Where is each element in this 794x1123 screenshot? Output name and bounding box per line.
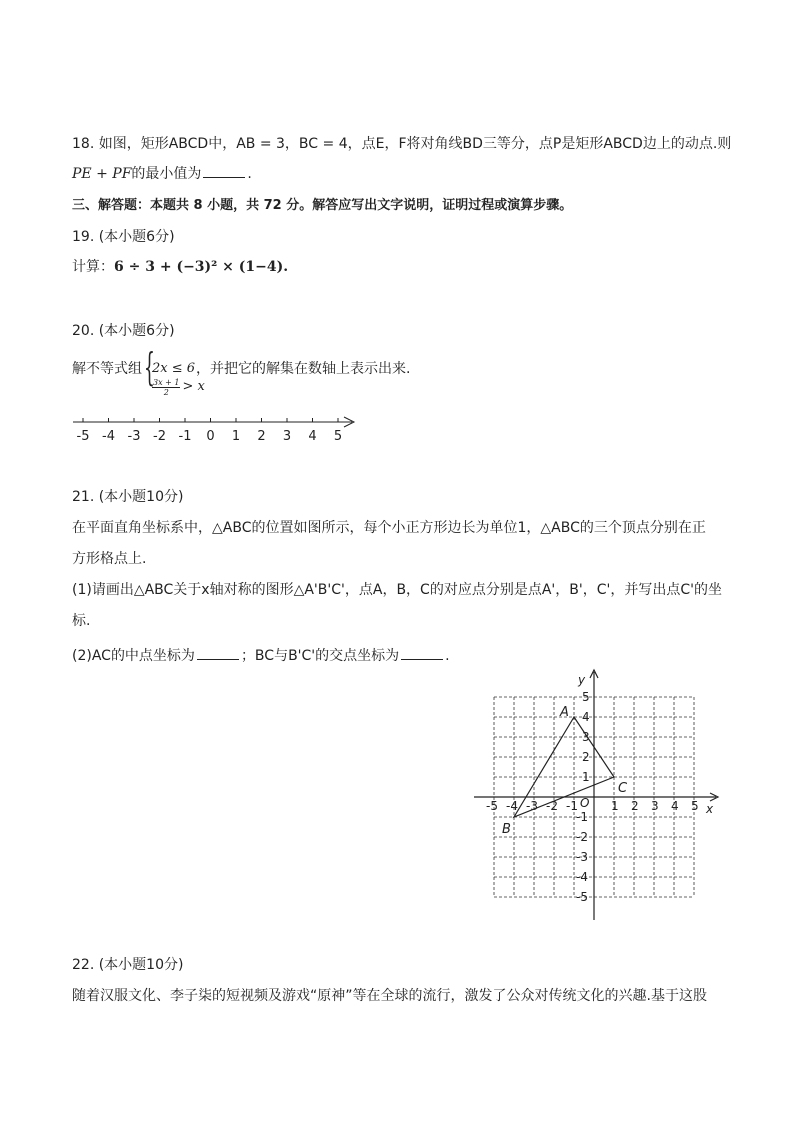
x-tick-label: 1 bbox=[611, 799, 619, 813]
q18-expression: PE + PF bbox=[72, 166, 132, 182]
q19-calc bbox=[72, 257, 288, 277]
x-tick-label: -3 bbox=[526, 799, 538, 813]
origin-label: O bbox=[580, 796, 590, 810]
y-tick-label: 4 bbox=[582, 710, 590, 724]
number-line bbox=[70, 412, 370, 446]
inequality-1: 2x ≤ 6 bbox=[152, 361, 196, 376]
q21-line4: 标. bbox=[72, 613, 91, 629]
y-tick-label: 5 bbox=[582, 690, 590, 704]
y-axis-label: y bbox=[578, 673, 586, 687]
q20-post: ，并把它的解集在数轴上表示出来. bbox=[196, 361, 411, 377]
q18-text: 的最小值为 bbox=[131, 166, 202, 182]
x-tick-label: 4 bbox=[671, 799, 679, 813]
fraction-numerator: 3x + 1 bbox=[153, 377, 180, 387]
intersection-answer-blank bbox=[401, 645, 443, 660]
x-tick-label: 3 bbox=[651, 799, 659, 813]
fraction bbox=[152, 378, 180, 397]
q22-line1: 随着汉服文化、李子柒的短视频及游戏“原神”等在全球的流行，激发了公众对传统文化的兴趣.基于这股 bbox=[72, 988, 707, 1004]
number-line-label: 2 bbox=[257, 429, 266, 444]
midpoint-answer-blank bbox=[197, 645, 239, 660]
number-line-label: 0 bbox=[206, 429, 215, 444]
coordinate-grid bbox=[466, 668, 728, 923]
q21-line5 bbox=[72, 645, 450, 666]
inequality-2-rhs: > x bbox=[182, 379, 205, 394]
q18-line1: 18. 如图，矩形ABCD中，AB = 3，BC = 4，点E，F将对角线BD三等分，点P是矩形ABCD边上的动点.则 bbox=[72, 136, 732, 152]
q21-line1: 在平面直角坐标系中，△ABC的位置如图所示，每个小正方形边长为单位1，△ABC的三个顶点分别在正 bbox=[72, 520, 706, 536]
y-tick-label: -4 bbox=[576, 870, 588, 884]
q19-calc-label: 计算： bbox=[72, 259, 114, 275]
x-tick-label: 2 bbox=[631, 799, 639, 813]
q21-period: . bbox=[445, 648, 450, 664]
brace-icon: { bbox=[144, 345, 155, 389]
y-tick-label: -3 bbox=[576, 850, 588, 864]
q20-problem bbox=[72, 345, 411, 397]
q18-line2 bbox=[72, 163, 252, 184]
q20-header: 20. (本小题6分) bbox=[72, 323, 175, 339]
y-tick-label: -1 bbox=[576, 810, 588, 824]
y-tick-label: 3 bbox=[582, 730, 590, 744]
q20-pre: 解不等式组 bbox=[72, 361, 142, 377]
q18-answer-blank bbox=[203, 163, 245, 178]
q18-period: . bbox=[247, 166, 252, 182]
number-line-label: 1 bbox=[231, 429, 241, 444]
q21-part2-a: (2)AC的中点坐标为 bbox=[72, 648, 195, 664]
inequality-system bbox=[144, 345, 205, 397]
x-axis-label: x bbox=[706, 802, 714, 816]
q21-header: 21. (本小题10分) bbox=[72, 489, 184, 505]
point-c-label: C bbox=[618, 781, 628, 796]
q21-part2-b: ；BC与B'C'的交点坐标为 bbox=[240, 648, 400, 664]
q19-header: 19. (本小题6分) bbox=[72, 229, 175, 245]
number-line-label: 5 bbox=[333, 429, 343, 444]
q21-line2: 方形格点上. bbox=[72, 551, 147, 567]
number-line-label: -2 bbox=[153, 429, 166, 444]
number-line-label: 3 bbox=[282, 429, 292, 444]
number-line-label: -1 bbox=[178, 429, 192, 444]
x-tick-label: -1 bbox=[566, 799, 578, 813]
point-b-label: B bbox=[502, 822, 511, 837]
number-line-label: -3 bbox=[127, 429, 141, 444]
y-tick-label: 2 bbox=[582, 750, 590, 764]
x-tick-label: -5 bbox=[486, 799, 498, 813]
q22-header: 22. (本小题10分) bbox=[72, 957, 184, 973]
number-line-label: 4 bbox=[308, 429, 317, 444]
inequality-2 bbox=[152, 367, 205, 407]
q21-line3: (1)请画出△ABC关于x轴对称的图形△A'B'C'，点A，B，C的对应点分别是点A'，B'，C'，并写出点C'的坐 bbox=[72, 582, 722, 598]
x-tick-label: -4 bbox=[506, 799, 518, 813]
number-line-label: -5 bbox=[76, 429, 90, 444]
y-tick-label: -2 bbox=[576, 830, 588, 844]
y-tick-label: 1 bbox=[582, 770, 590, 784]
y-tick-label: -5 bbox=[576, 890, 588, 904]
point-a-label: A bbox=[560, 705, 569, 720]
section-3-heading: 三、解答题：本题共 8 小题，共 72 分。解答应写出文字说明，证明过程或演算步骤。 bbox=[72, 198, 573, 213]
x-tick-label: -2 bbox=[546, 799, 558, 813]
q19-expression: 6 ÷ 3 + (−3)² × (1−4). bbox=[114, 259, 289, 275]
number-line-label: -4 bbox=[102, 429, 115, 444]
fraction-denominator: 2 bbox=[163, 387, 169, 397]
x-tick-label: 5 bbox=[691, 799, 699, 813]
